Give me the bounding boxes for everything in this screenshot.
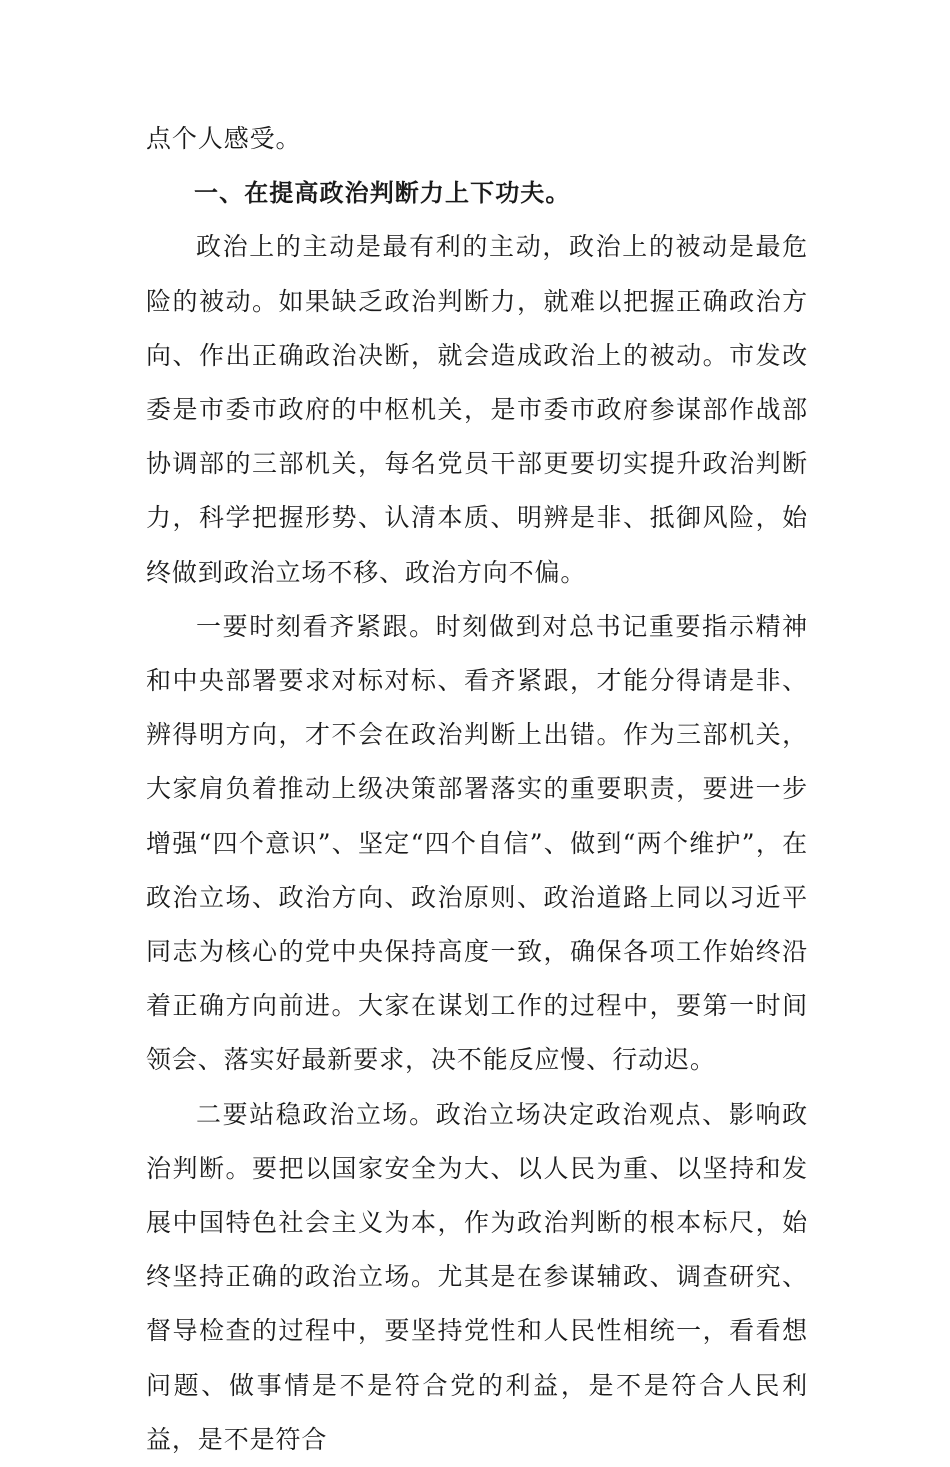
section-heading: 一、在提高政治判断力上下功夫。 (194, 179, 571, 208)
document-page (146, 112, 808, 1467)
continuation-text: 点个人感受。 (146, 124, 302, 153)
paragraph-political-stance: 二要站稳政治立场。政治立场决定政治观点、影响政治判断。要把以国家安全为大、以人民为重、以坚持和发展中国特色社会主义为本，作为政治判断的根本标尺，始终坚持正确的政治立场。尤其是在参谋辅政、调查研究、督导检查的过程中，要坚持党性和人民性相统一，看看想问题、做事情是不是符合党的利益，是不是符合人民利益，是不是符合 (146, 1099, 808, 1454)
paragraph-political-initiative: 政治上的主动是最有利的主动，政治上的被动是最危险的被动。如果缺乏政治判断力，就难以把握正确政治方向、作出正确政治决断，就会造成政治上的被动。市发改委是市委市政府的中枢机关，是市委市政府参谋部作战部协调部的三部机关，每名党员干部更要切实提升政治判断力，科学把握形势、认清本质、明辨是非、抵御风险，始终做到政治立场不移、政治方向不偏。 (146, 232, 808, 587)
paragraph-keep-aligned: 一要时刻看齐紧跟。时刻做到对总书记重要指示精神和中央部署要求对标对标、看齐紧跟，才能分得请是非、辨得明方向，才不会在政治判断上出错。作为三部机关，大家肩负着推动上级决策部署落实的重要职责，要进一步增强“四个意识”、坚定“四个自信”、做到“两个维护”，在政治立场、政治方向、政治原则、政治道路上同以习近平同志为核心的党中央保持高度一致，确保各项工作始终沿着正确方向前进。大家在谋划工作的过程中，要第一时间领会、落实好最新要求，决不能反应慢、行动迟。 (146, 611, 808, 1075)
